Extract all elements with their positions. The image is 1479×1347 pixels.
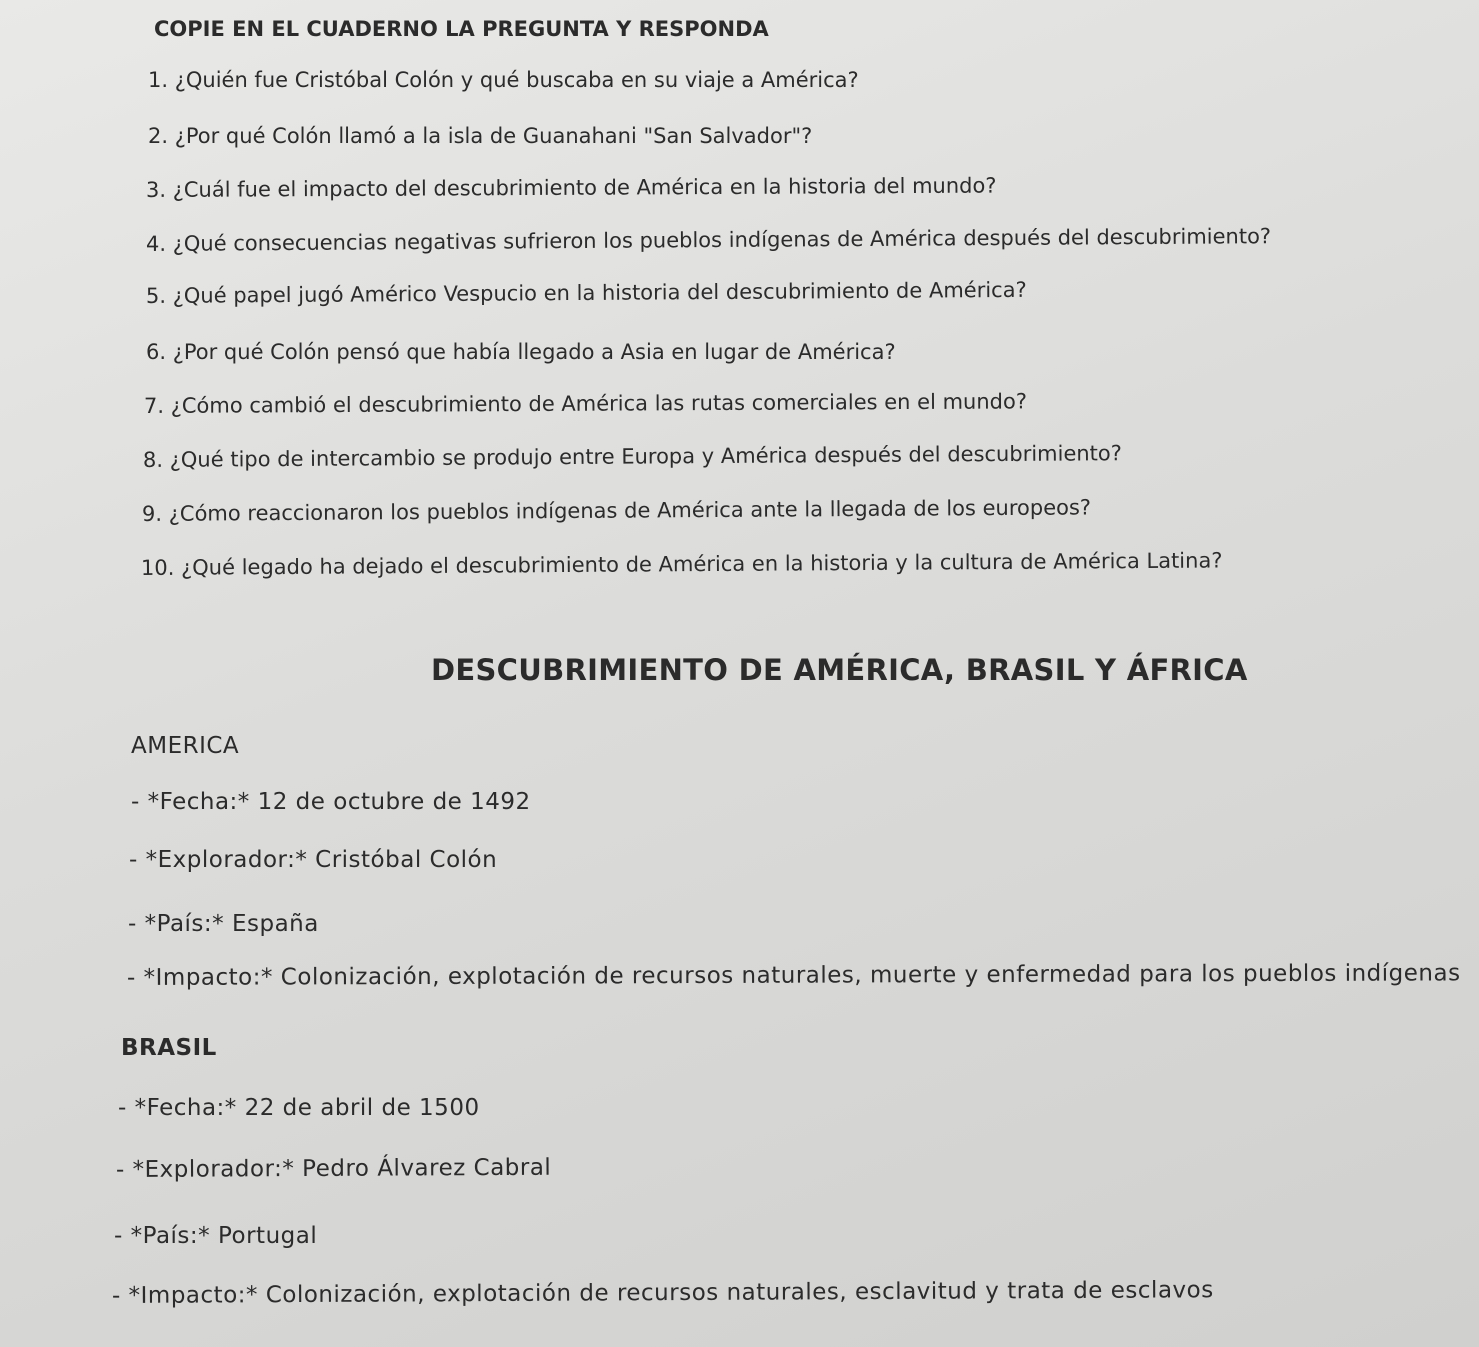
america-impacto: - *Impacto:* Colonización, explotación de recursos naturales, muerte y enfermedad para los pueblos indígenas <box>126 960 1461 991</box>
america-explorador: - *Explorador:* Cristóbal Colón <box>129 847 498 873</box>
brasil-impacto: - *Impacto:* Colonización, explotación de recursos naturales, esclavitud y trata de esclavos <box>111 1277 1214 1309</box>
america-fecha: - *Fecha:* 12 de octubre de 1492 <box>131 789 531 815</box>
question-1: 1. ¿Quién fue Cristóbal Colón y qué buscaba en su viaje a América? <box>148 68 859 92</box>
question-2: 2. ¿Por qué Colón llamó a la isla de Guanahani "San Salvador"? <box>148 124 813 148</box>
instructions-heading: COPIE EN EL CUADERNO LA PREGUNTA Y RESPONDA <box>154 17 769 41</box>
america-pais: - *País:* España <box>128 911 319 937</box>
america-heading: AMERICA <box>131 733 240 759</box>
question-3: 3. ¿Cuál fue el impacto del descubrimiento de América en la historia del mundo? <box>145 173 997 202</box>
question-4: 4. ¿Qué consecuencias negativas sufrieron los pueblos indígenas de América después del descubrimiento? <box>145 224 1272 256</box>
page-title: DESCUBRIMIENTO DE AMÉRICA, BRASIL Y ÁFRICA <box>431 653 1248 687</box>
question-5: 5. ¿Qué papel jugó Américo Vespucio en la historia del descubrimiento de América? <box>145 277 1027 308</box>
brasil-pais: - *País:* Portugal <box>114 1223 318 1249</box>
question-9: 9. ¿Cómo reaccionaron los pueblos indígenas de América ante la llegada de los europeos? <box>141 495 1092 526</box>
question-6: 6. ¿Por qué Colón pensó que había llegado a Asia en lugar de América? <box>146 340 896 364</box>
question-8: 8. ¿Qué tipo de intercambio se produjo entre Europa y América después del descubrimiento? <box>142 441 1122 472</box>
question-10: 10. ¿Qué legado ha dejado el descubrimiento de América en la historia y la cultura de América Latina? <box>140 548 1223 580</box>
brasil-heading: BRASIL <box>121 1035 217 1061</box>
brasil-fecha: - *Fecha:* 22 de abril de 1500 <box>118 1095 480 1121</box>
brasil-explorador: - *Explorador:* Pedro Álvarez Cabral <box>115 1154 552 1183</box>
question-7: 7. ¿Cómo cambió el descubrimiento de América las rutas comerciales en el mundo? <box>143 389 1028 418</box>
